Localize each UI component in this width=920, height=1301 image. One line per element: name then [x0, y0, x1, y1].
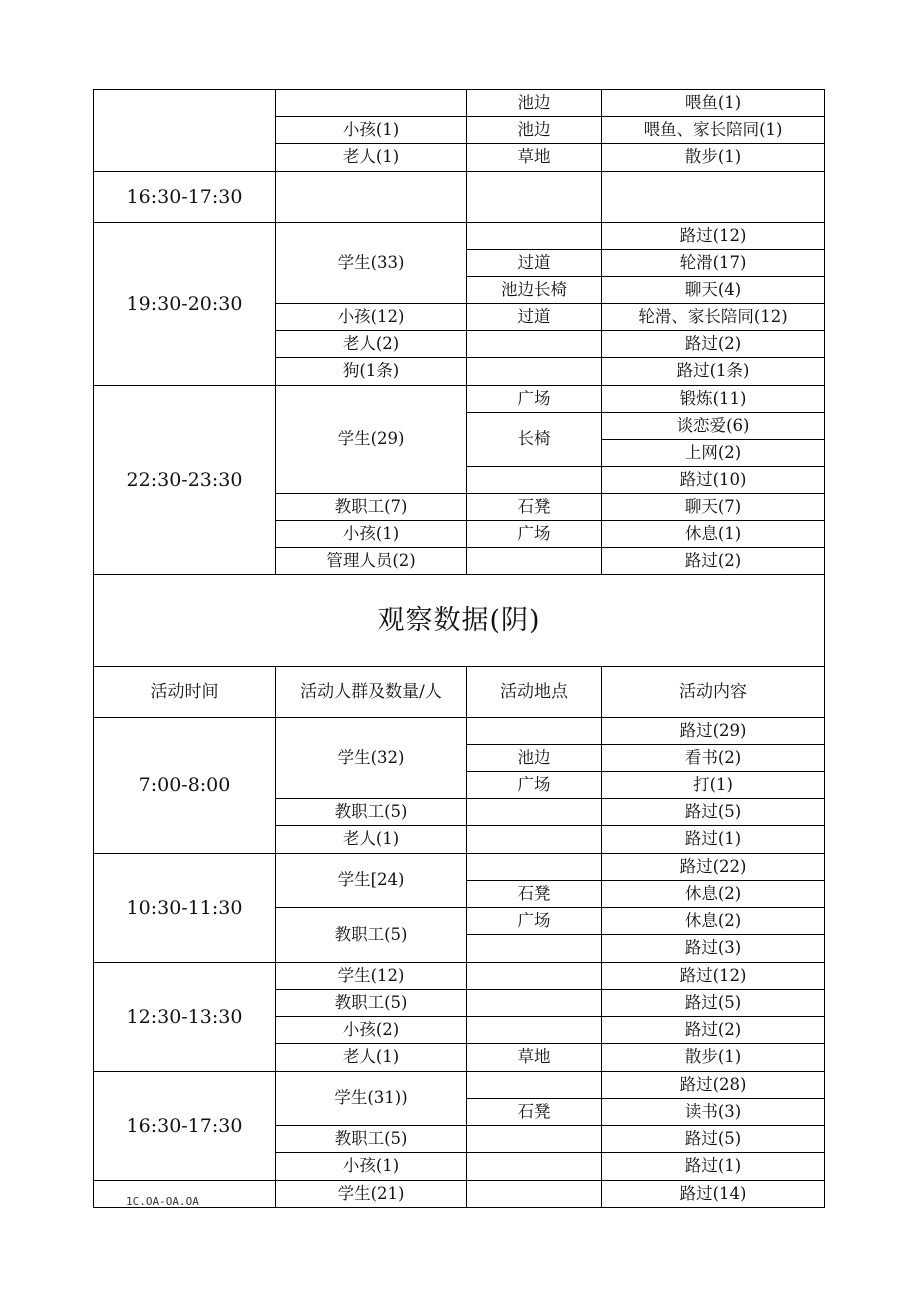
location-cell	[467, 1126, 602, 1153]
header-row	[94, 667, 825, 718]
location-cell: 广场	[467, 521, 602, 548]
activity-cell: 路过(5)	[602, 990, 825, 1017]
location-cell	[467, 826, 602, 854]
location-cell	[467, 990, 602, 1017]
location-cell: 广场	[467, 386, 602, 413]
activity-cell: 路过(2)	[602, 1017, 825, 1044]
observation-table	[93, 89, 825, 1208]
location-cell	[467, 223, 602, 250]
location-cell	[467, 935, 602, 963]
location-cell	[467, 172, 602, 223]
group-cell: 教职工(7)	[276, 494, 467, 521]
location-cell: 石凳	[467, 494, 602, 521]
header-group: 活动人群及数量/人	[276, 667, 467, 718]
table-row	[94, 1181, 825, 1208]
location-cell: 广场	[467, 772, 602, 799]
time-cell: 16:30-17:30	[94, 172, 276, 223]
activity-cell: 路过(2)	[602, 331, 825, 358]
group-cell: 教职工(5)	[276, 990, 467, 1017]
location-cell	[467, 1153, 602, 1181]
activity-cell: 路过(3)	[602, 935, 825, 963]
section-title: 观察数据(阴)	[94, 575, 825, 667]
group-cell	[276, 172, 467, 223]
group-cell: 小孩(2)	[276, 1017, 467, 1044]
activity-cell: 路过(29)	[602, 718, 825, 745]
group-cell: 教职工(5)	[276, 908, 467, 963]
group-cell: 学生(29)	[276, 386, 467, 494]
group-cell: 小孩(1)	[276, 1153, 467, 1181]
activity-cell: 休息(2)	[602, 881, 825, 908]
activity-cell: 路过(5)	[602, 1126, 825, 1153]
activity-cell: 路过(12)	[602, 223, 825, 250]
activity-cell: 路过(14)	[602, 1181, 825, 1208]
activity-cell: 喂鱼(1)	[602, 90, 825, 117]
time-cell: 10:30-11:30	[94, 854, 276, 963]
activity-cell: 路过(22)	[602, 854, 825, 881]
group-cell: 学生(21)	[276, 1181, 467, 1208]
activity-cell: 路过(1)	[602, 1153, 825, 1181]
time-cell: 12:30-13:30	[94, 963, 276, 1072]
table-row	[94, 223, 825, 250]
activity-cell: 上网(2)	[602, 440, 825, 467]
location-cell	[467, 963, 602, 990]
location-cell: 池边	[467, 90, 602, 117]
header-location: 活动地点	[467, 667, 602, 718]
activity-cell: 路过(1条)	[602, 358, 825, 386]
table-row	[94, 1072, 825, 1099]
group-cell: 小孩(1)	[276, 521, 467, 548]
activity-cell: 读书(3)	[602, 1099, 825, 1126]
activity-cell: 路过(12)	[602, 963, 825, 990]
location-cell: 池边	[467, 117, 602, 144]
location-cell: 过道	[467, 304, 602, 331]
location-cell: 广场	[467, 908, 602, 935]
group-cell: 老人(1)	[276, 826, 467, 854]
activity-cell: 谈恋爱(6)	[602, 413, 825, 440]
group-cell: 教职工(5)	[276, 799, 467, 826]
time-cell	[94, 1181, 276, 1208]
activity-cell: 路过(5)	[602, 799, 825, 826]
activity-cell: 喂鱼、家长陪同(1)	[602, 117, 825, 144]
time-cell	[94, 90, 276, 172]
group-cell: 教职工(5)	[276, 1126, 467, 1153]
activity-cell: 路过(1)	[602, 826, 825, 854]
activity-cell: 打(1)	[602, 772, 825, 799]
location-cell: 草地	[467, 144, 602, 172]
location-cell	[467, 799, 602, 826]
section-row	[94, 575, 825, 667]
activity-cell: 路过(28)	[602, 1072, 825, 1099]
group-cell: 学生[24)	[276, 854, 467, 908]
location-cell: 石凳	[467, 881, 602, 908]
location-cell: 石凳	[467, 1099, 602, 1126]
location-cell	[467, 331, 602, 358]
table-row	[94, 90, 825, 117]
page-code: 1C.OA-OA.OA	[126, 1195, 199, 1208]
group-cell: 老人(1)	[276, 1044, 467, 1072]
location-cell: 过道	[467, 250, 602, 277]
location-cell	[467, 548, 602, 575]
location-cell	[467, 1072, 602, 1099]
group-cell: 管理人员(2)	[276, 548, 467, 575]
table-row	[94, 854, 825, 881]
group-cell: 学生(31))	[276, 1072, 467, 1126]
location-cell	[467, 1017, 602, 1044]
group-cell: 狗(1条)	[276, 358, 467, 386]
activity-cell: 聊天(4)	[602, 277, 825, 304]
group-cell	[276, 90, 467, 117]
table-row	[94, 963, 825, 990]
group-cell: 小孩(12)	[276, 304, 467, 331]
time-cell: 16:30-17:30	[94, 1072, 276, 1181]
location-cell	[467, 467, 602, 494]
activity-cell: 轮滑、家长陪同(12)	[602, 304, 825, 331]
group-cell: 学生(32)	[276, 718, 467, 799]
time-cell: 22:30-23:30	[94, 386, 276, 575]
location-cell	[467, 1181, 602, 1208]
activity-cell: 休息(2)	[602, 908, 825, 935]
table-row	[94, 386, 825, 413]
location-cell: 池边长椅	[467, 277, 602, 304]
header-time: 活动时间	[94, 667, 276, 718]
group-cell: 小孩(1)	[276, 117, 467, 144]
activity-cell: 路过(2)	[602, 548, 825, 575]
activity-cell: 路过(10)	[602, 467, 825, 494]
location-cell	[467, 854, 602, 881]
activity-cell: 散步(1)	[602, 1044, 825, 1072]
time-cell: 7:00-8:00	[94, 718, 276, 854]
table-row	[94, 718, 825, 745]
activity-cell: 聊天(7)	[602, 494, 825, 521]
location-cell: 草地	[467, 1044, 602, 1072]
location-cell: 池边	[467, 745, 602, 772]
location-cell: 长椅	[467, 413, 602, 467]
group-cell: 老人(2)	[276, 331, 467, 358]
activity-cell	[602, 172, 825, 223]
header-activity: 活动内容	[602, 667, 825, 718]
table-row	[94, 172, 825, 223]
activity-cell: 看书(2)	[602, 745, 825, 772]
activity-cell: 散步(1)	[602, 144, 825, 172]
activity-cell: 轮滑(17)	[602, 250, 825, 277]
activity-cell: 锻炼(11)	[602, 386, 825, 413]
location-cell	[467, 718, 602, 745]
time-cell: 19:30-20:30	[94, 223, 276, 386]
group-cell: 学生(33)	[276, 223, 467, 304]
location-cell	[467, 358, 602, 386]
activity-cell: 休息(1)	[602, 521, 825, 548]
group-cell: 学生(12)	[276, 963, 467, 990]
group-cell: 老人(1)	[276, 144, 467, 172]
